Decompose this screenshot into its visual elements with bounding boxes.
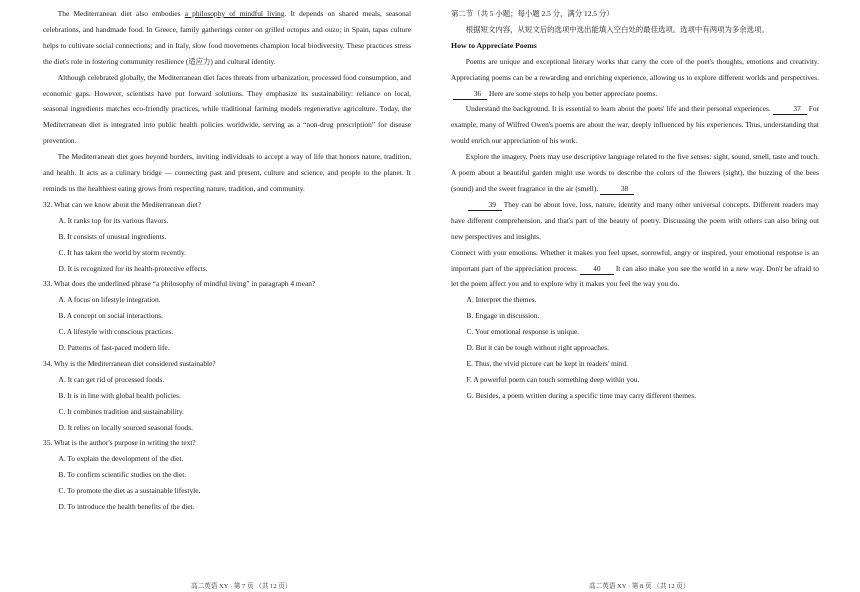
option-a[interactable]: A. Interpret the themes.: [466, 295, 537, 305]
option-a[interactable]: A. It ranks top for its various flavors.: [58, 215, 169, 225]
option-f[interactable]: F. A powerful poem can touch something deep within you.: [466, 374, 640, 384]
passage-paragraph: [451, 101, 819, 149]
question-stem: 32. What can we know about the Mediterranean diet?: [43, 199, 202, 209]
left-page-column: [43, 6, 411, 515]
paragraph-text: Connect with your emotions. Whether it makes you feel upset, sorrowful, angry or inspired, your emotional response is an important part of the appreciation process.: [451, 247, 819, 273]
option-a[interactable]: A. A focus on lifestyle integration.: [58, 295, 161, 305]
paragraph-text: The Mediterranean diet goes beyond borders, inviting individuals to accept a way of life that honors nature, tradition, and health. It acts as a culinary bridge — connecting past and present, culture and science, and people to the planet. It reminds us the healthiest eating grows from respecting nature, tradition, and community.: [43, 152, 411, 193]
option-b[interactable]: B. It is in line with global health policies.: [58, 390, 181, 400]
question-33: [43, 276, 411, 356]
question-32: [43, 197, 411, 277]
answer-options: [451, 292, 819, 403]
right-page-column: [451, 6, 819, 404]
option-b[interactable]: B. To confirm scientific studies on the diet.: [58, 470, 187, 480]
option-c[interactable]: C. To promote the diet as a sustainable lifestyle.: [58, 486, 201, 496]
paragraph-text: It can also make you see the world in a new way. Don't be afraid to let the poem affect you and to explore why it makes you feel the way you do.: [451, 263, 820, 289]
page-footer-left: 高二英语 XY · 第 7 页 （共 12 页）: [191, 583, 292, 590]
question-stem: 34. Why is the Mediterranean diet considered sustainable?: [43, 358, 216, 368]
option-c[interactable]: C. Your emotional response is unique.: [466, 327, 580, 337]
passage-paragraph: [451, 245, 819, 293]
passage-title: How to Appreciate Poems: [451, 40, 537, 50]
paragraph-text: Understand the background. It is essential to learn about the poets' life and their personal experiences.: [465, 104, 771, 114]
passage-paragraph: [451, 149, 819, 197]
question-34: [43, 356, 411, 436]
paragraph-text: . It depends on shared meals, seasonal celebrations, and handmade food. In Greece, family gatherings center on grilled octopus and ouzo; in Spain, tapas culture helps to cultivate social connections; and in Italy, slow food movements champion local biodiversity. These practices stress the diet's role in fostering community resilience (适应力) and cultural identity.: [43, 9, 411, 66]
paragraph-text: Here are some steps to help you better appreciate poems.: [489, 88, 658, 98]
underlined-phrase: a philosophy of mindful living: [184, 9, 285, 18]
option-b[interactable]: B. It consists of unusual ingredients.: [58, 231, 167, 241]
blank-36[interactable]: 36: [453, 89, 487, 100]
passage-paragraph: [43, 149, 411, 197]
paragraph-text: For example, many of Wilfred Owen's poems are about the war, deeply influenced by his experiences. Thus, understanding that would enrich our appreciation of his work.: [451, 104, 819, 146]
passage-paragraph: [43, 70, 411, 150]
blank-37[interactable]: 37: [773, 104, 807, 115]
paragraph-text: They can be about love, loss, nature, identity and many other universal concepts. Different readers may have different comprehension, and that's part of the beauty of poetry. Discussing the poem with others can also bring out new perspectives and insights.: [451, 199, 819, 241]
option-a[interactable]: A. To explain the development of the diet.: [58, 454, 184, 464]
blank-40[interactable]: 40: [580, 264, 614, 275]
passage-paragraph: [451, 54, 819, 102]
option-c[interactable]: C. It has taken the world by storm recently.: [58, 247, 187, 257]
paragraph-text: Poems are unique and exceptional literary works that carry the core of the poet's thoughts, emotions and creativity. Appreciating poems can be a rewarding and enriching experience, allowing us to explore different worlds and perspectives.: [451, 56, 819, 82]
paragraph-text: The Mediterranean diet also embodies: [57, 9, 185, 18]
blank-38[interactable]: 38: [600, 184, 634, 195]
option-c[interactable]: C. A lifestyle with conscious practices.: [58, 327, 174, 337]
question-stem: 35. What is the author's purpose in writing the text?: [43, 438, 196, 448]
option-b[interactable]: B. Engage in discussion.: [466, 311, 540, 321]
paragraph-text: Although celebrated globally, the Mediterranean diet faces threats from urbanization, processed food consumption, and economic gaps. However, scientists have put forward solutions. They emphasize its sustainability: reliance on local, seasonal ingredients matches eco-friendly practices, while traditional farming models regenerative agriculture. Today, the Mediterranean diet is integrated into public health policies worldwide, serving as a “non-drug prescription” for disease prevention.: [43, 72, 411, 146]
passage-paragraph: [43, 6, 411, 70]
option-d[interactable]: D. To introduce the health benefits of the diet.: [58, 502, 195, 512]
option-e[interactable]: E. Thus, the vivid picture can be kept in readers' mind.: [466, 358, 629, 368]
option-b[interactable]: B. A concept on social interactions.: [58, 311, 164, 321]
option-g[interactable]: G. Besides, a poem written during a specific time may carry different themes.: [466, 390, 697, 400]
question-stem: 33. What does the underlined phrase “a philosophy of mindful living” in paragraph 4 mean?: [43, 279, 316, 289]
page-footer-right: 高二英语 XY · 第 8 页 （共 12 页）: [589, 583, 690, 590]
option-d[interactable]: D. It is recognized for its health-protective effects.: [58, 263, 208, 273]
blank-39[interactable]: 39: [468, 200, 502, 211]
passage-paragraph: [451, 197, 819, 245]
instruction-text: 根据短文内容，从短文后的选项中选出能填入空白处的最佳选项。选项中有两项为多余选项。: [465, 24, 769, 34]
option-d[interactable]: D. It relies on locally sourced seasonal foods.: [58, 422, 193, 432]
paragraph-text: Explore the imagery. Poets may use descriptive language related to the five senses: sight, sound, smell, taste and touch. A poem about a beautiful garden might use words to describe the colors of the flowers (sight), the buzzing of the bees (sound) and the sweet fragrance in the air (smell).: [451, 152, 819, 193]
option-d[interactable]: D. Patterns of fast-paced modern life.: [58, 343, 170, 353]
question-35: [43, 435, 411, 515]
option-a[interactable]: A. It can get rid of processed foods.: [58, 374, 165, 384]
option-d[interactable]: D. But it can be tough without right approaches.: [466, 343, 609, 353]
section-heading: 第二节（共 5 小题；每小题 2.5 分，满分 12.5 分）: [451, 9, 614, 18]
option-c[interactable]: C. It combines tradition and sustainability.: [58, 406, 184, 416]
